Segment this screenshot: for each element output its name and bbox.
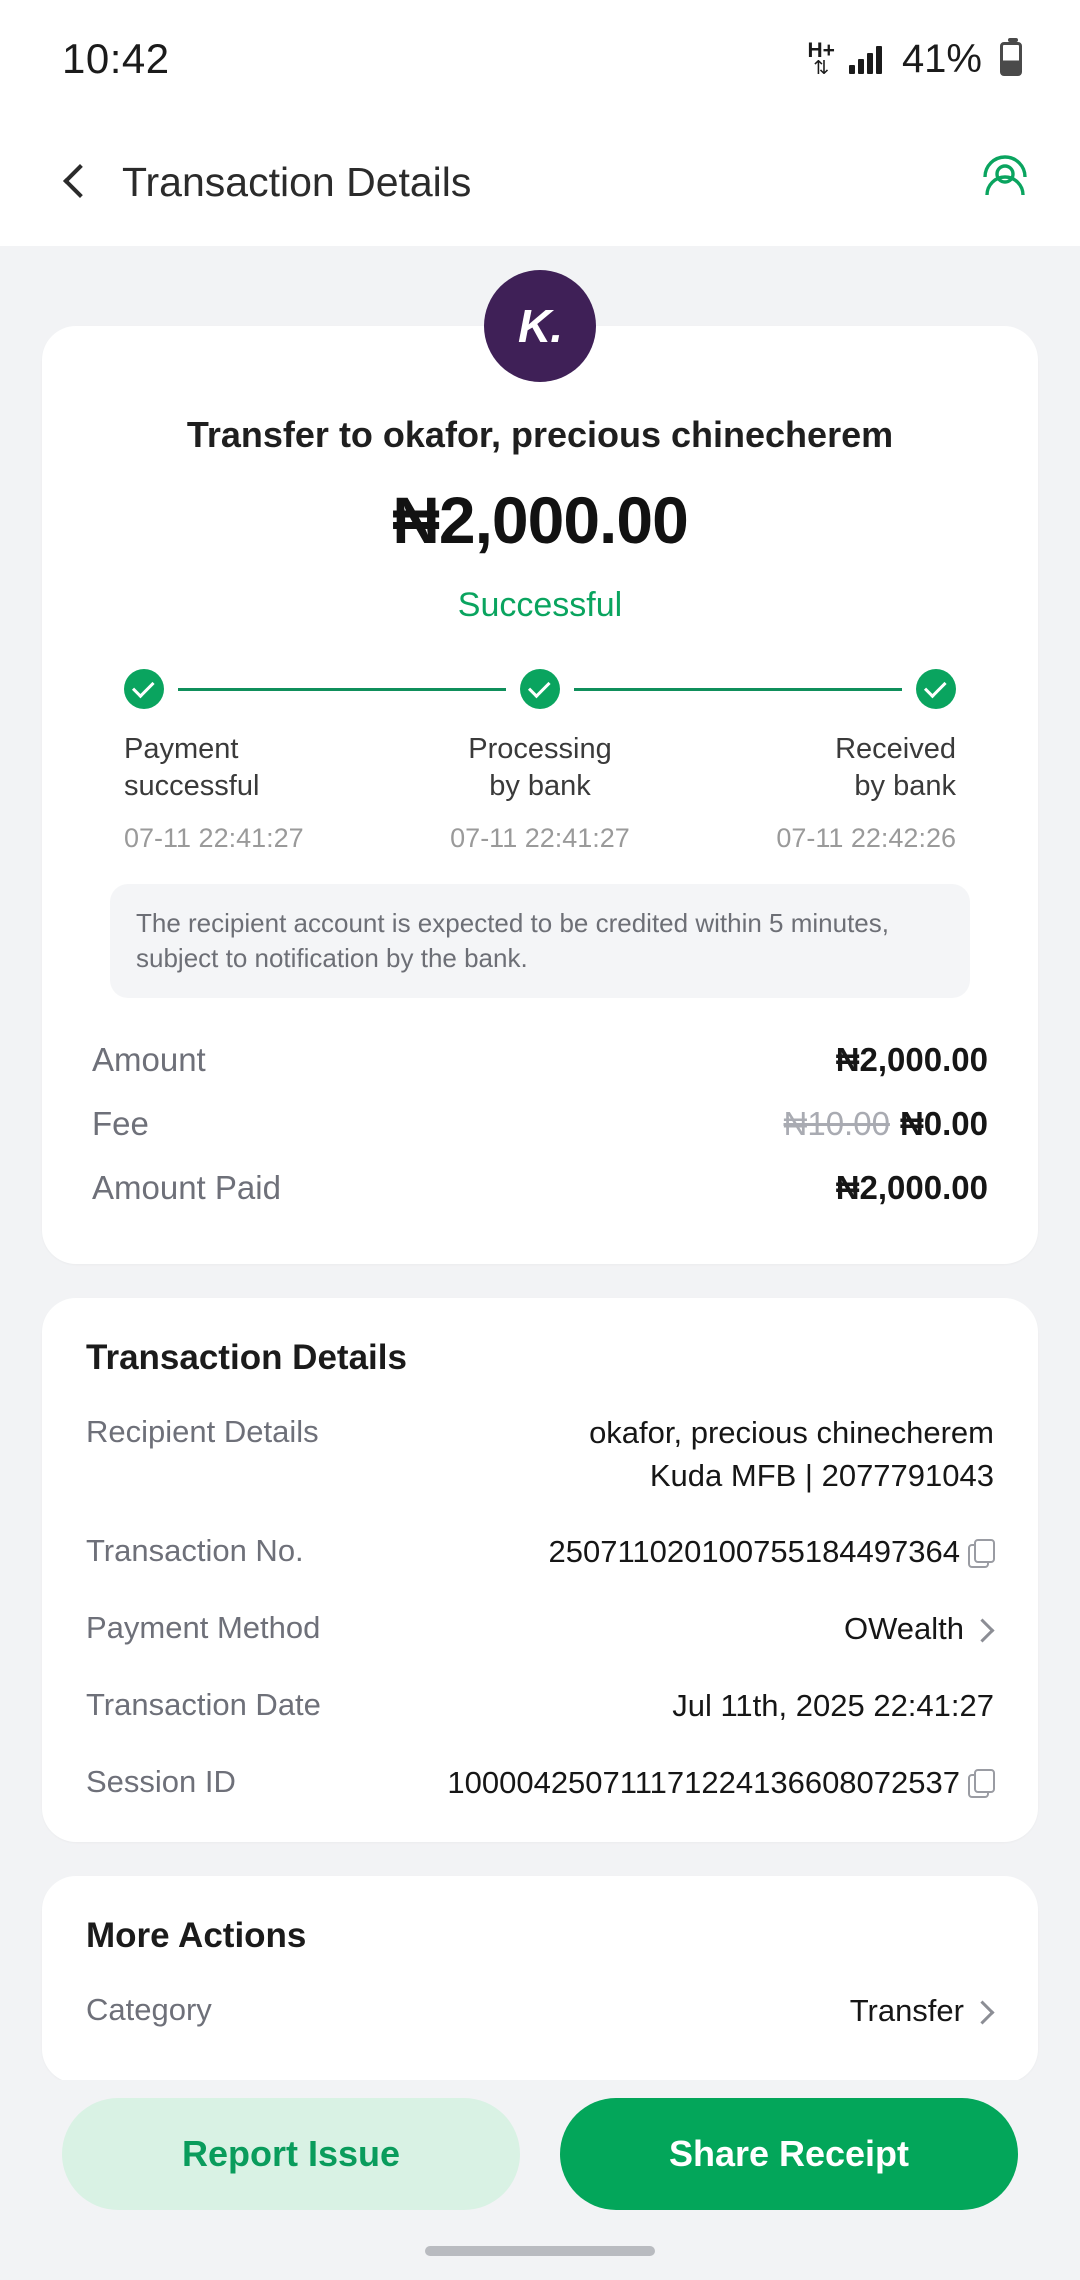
transaction-date-value: Jul 11th, 2025 22:41:27 xyxy=(672,1687,994,1723)
category-value: Transfer xyxy=(849,1993,964,2029)
amount-paid-value: ₦2,000.00 xyxy=(835,1168,988,1206)
fee-final-value: ₦0.00 xyxy=(899,1104,988,1142)
session-id-row[interactable] xyxy=(86,1762,994,1805)
transaction-summary-card xyxy=(42,300,1038,1264)
amount-value: ₦2,000.00 xyxy=(835,1040,988,1078)
back-chevron-icon[interactable] xyxy=(54,160,98,204)
copy-icon[interactable] xyxy=(968,1769,994,1797)
fee-label: Fee xyxy=(92,1104,149,1142)
recipient-details-text xyxy=(589,1412,994,1498)
fee-value-group xyxy=(784,1105,988,1143)
more-actions-card xyxy=(42,1876,1038,2083)
battery-percent-label: 41% xyxy=(901,36,982,81)
step-label-3 xyxy=(679,731,956,805)
transaction-no-value: 250711020100755184497364 xyxy=(548,1534,960,1570)
recipient-details-label: Recipient Details xyxy=(86,1413,319,1449)
status-time: 10:42 xyxy=(62,35,170,82)
category-row[interactable] xyxy=(86,1990,994,2033)
step-line-2 xyxy=(574,688,902,691)
step-label-2-line2: by bank xyxy=(489,770,591,803)
step-label-1-line1: Payment xyxy=(124,733,239,765)
step-time-3: 07-11 22:42:26 xyxy=(776,823,956,854)
session-id-label: Session ID xyxy=(86,1763,236,1799)
amount-label: Amount xyxy=(92,1040,206,1078)
stepper-times xyxy=(124,823,956,854)
avatar xyxy=(484,270,596,382)
stepper-dots xyxy=(124,669,956,709)
transaction-no-value-group xyxy=(549,1531,994,1574)
session-id-value: 100004250711171224136608072537 xyxy=(447,1764,960,1800)
transaction-no-label: Transaction No. xyxy=(86,1533,304,1569)
transfer-title: Transfer to okafor, precious chinecherem xyxy=(186,414,894,455)
share-receipt-button[interactable]: Share Receipt xyxy=(560,2098,1018,2210)
app-bar xyxy=(0,118,1080,246)
transfer-amount: ₦2,000.00 xyxy=(392,483,688,557)
recipient-details-row xyxy=(86,1412,994,1498)
step-label-3-line2: by bank xyxy=(854,770,956,803)
details-section-title: Transaction Details xyxy=(86,1337,407,1377)
bottom-action-bar xyxy=(0,2080,1080,2280)
progress-stepper xyxy=(82,669,998,854)
signal-bars-icon xyxy=(849,44,882,74)
step-dot-1 xyxy=(124,669,164,709)
step-time-2: 07-11 22:41:27 xyxy=(450,823,630,854)
battery-icon xyxy=(1000,42,1022,76)
fee-row xyxy=(92,1092,988,1156)
transaction-no-row[interactable] xyxy=(86,1531,994,1574)
report-issue-button[interactable]: Report Issue xyxy=(62,2098,520,2210)
step-dot-2 xyxy=(520,669,560,709)
recipient-name: okafor, precious chinecherem xyxy=(589,1414,994,1450)
step-label-2 xyxy=(401,731,678,805)
network-type-icon xyxy=(808,40,835,78)
credit-notice: The recipient account is expected to be credited within 5 minutes, subject to notification by the bank. xyxy=(110,884,970,998)
transaction-date-row xyxy=(86,1685,994,1728)
data-arrows-icon: ⇅ xyxy=(813,58,830,79)
payment-method-label: Payment Method xyxy=(86,1610,321,1646)
network-type-label: H+ xyxy=(807,39,835,62)
scroll-content[interactable] xyxy=(0,246,1080,2280)
session-id-value-group xyxy=(447,1762,994,1805)
status-badge: Successful xyxy=(457,586,623,624)
status-indicators xyxy=(808,37,1023,82)
status-bar xyxy=(0,0,1080,118)
amount-paid-row xyxy=(92,1156,988,1220)
payment-method-value: OWealth xyxy=(843,1611,964,1647)
amount-breakdown xyxy=(82,1028,998,1220)
chevron-right-icon[interactable] xyxy=(972,2001,994,2023)
step-time-1: 07-11 22:41:27 xyxy=(124,823,304,854)
amount-paid-label: Amount Paid xyxy=(92,1168,281,1206)
transaction-details-card xyxy=(42,1298,1038,1843)
step-label-1-line2: successful xyxy=(124,770,260,803)
recipient-bank: Kuda MFB | 2077791043 xyxy=(649,1457,994,1493)
more-actions-title: More Actions xyxy=(86,1916,307,1956)
step-label-3-line1: Received xyxy=(835,733,956,765)
home-indicator xyxy=(425,2246,655,2256)
category-value-group xyxy=(850,1990,994,2033)
avatar-initial: K. xyxy=(518,300,562,352)
customer-support-icon[interactable] xyxy=(978,155,1032,209)
category-label: Category xyxy=(86,1992,212,2028)
fee-original-value: ₦10.00 xyxy=(783,1104,890,1142)
transaction-date-label: Transaction Date xyxy=(86,1686,321,1722)
step-label-2-line1: Processing xyxy=(468,733,612,765)
step-label-1 xyxy=(124,731,401,805)
payment-method-row[interactable] xyxy=(86,1608,994,1651)
payment-method-value-group xyxy=(844,1608,994,1651)
recipient-details-value xyxy=(589,1412,994,1498)
copy-icon[interactable] xyxy=(968,1539,994,1567)
page-title: Transaction Details xyxy=(122,158,472,205)
step-dot-3 xyxy=(916,669,956,709)
chevron-right-icon[interactable] xyxy=(972,1619,994,1641)
amount-row xyxy=(92,1028,988,1092)
stepper-labels xyxy=(124,731,956,805)
step-line-1 xyxy=(178,688,506,691)
